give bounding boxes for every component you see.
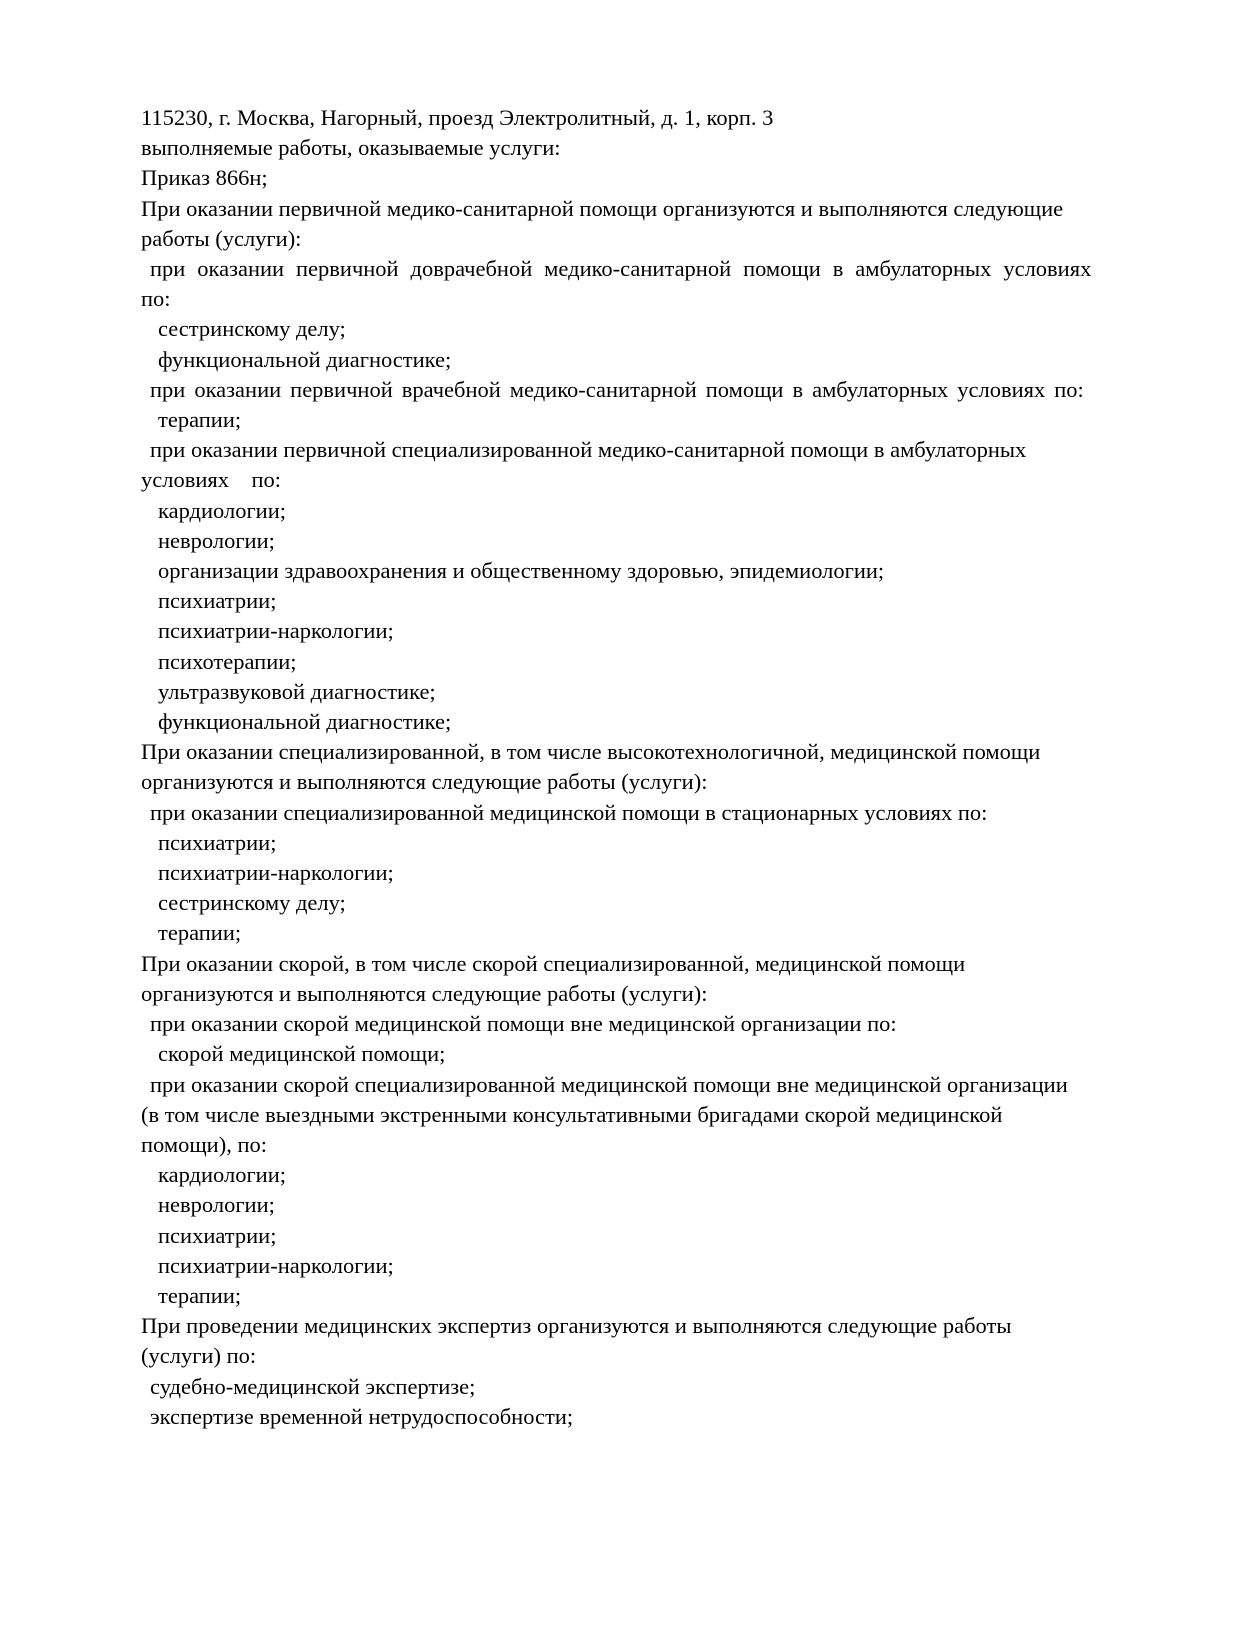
text-line: психиатрии; — [158, 588, 277, 614]
text-line: психиатрии-наркологии; — [158, 860, 394, 886]
text-line: функциональной диагностике; — [158, 709, 452, 735]
text-line: психиатрии-наркологии; — [158, 618, 394, 644]
text-line: При оказании скорой, в том числе скорой специализированной, медицинской помощи — [141, 950, 966, 976]
text-line: неврологии; — [158, 527, 275, 553]
text-line: 115230, г. Москва, Нагорный, проезд Электролитный, д. 1, корп. 3 — [141, 105, 774, 130]
text-line: работы (услуги): — [141, 225, 302, 251]
text-line: терапии; — [158, 1282, 242, 1308]
text-line: по: — [141, 286, 171, 312]
text-line: при оказании скорой специализированной медицинской помощи вне медицинской организации — [150, 1071, 1068, 1097]
text-line: судебно-медицинской экспертизе; — [150, 1373, 476, 1399]
text-line: психиатрии-наркологии; — [158, 1252, 394, 1278]
document-text — [141, 103, 1171, 1432]
text-line: сестринскому делу; — [158, 316, 346, 342]
text-line: выполняемые работы, оказываемые услуги: — [141, 135, 561, 161]
text-line: функциональной диагностике; — [158, 346, 452, 372]
text-line: при оказании первичной врачебной медико-санитарной помощи в амбулаторных условиях по: — [150, 376, 1084, 402]
text-line: неврологии; — [158, 1192, 275, 1218]
text-line: при оказании первичной специализированной медико-санитарной помощи в амбулаторных — [150, 437, 1027, 463]
text-line: условиях по: — [141, 467, 282, 493]
text-line: Приказ 866н; — [141, 165, 268, 191]
text-line: психотерапии; — [158, 648, 297, 674]
text-line: терапии; — [158, 407, 242, 433]
text-line: При оказании первичной медико-санитарной помощи организуются и выполняются следующие — [141, 195, 1064, 221]
text-line: при оказании специализированной медицинской помощи в стационарных условиях по: — [150, 799, 988, 825]
text-line: психиатрии; — [158, 1222, 277, 1248]
text-line: кардиологии; — [158, 497, 287, 523]
text-line: ультразвуковой диагностике; — [158, 678, 436, 704]
text-line: (в том числе выездными экстренными консультативными бригадами скорой медицинской — [141, 1101, 1003, 1127]
text-line: скорой медицинской помощи; — [158, 1041, 446, 1067]
text-line: организации здравоохранения и общественному здоровью, эпидемиологии; — [158, 558, 885, 584]
text-line: при оказании скорой медицинской помощи вне медицинской организации по: — [150, 1011, 897, 1037]
text-line: организуются и выполняются следующие работы (услуги): — [141, 980, 708, 1006]
text-line: (услуги) по: — [141, 1343, 257, 1369]
text-line: терапии; — [158, 920, 242, 946]
text-line: При проведении медицинских экспертиз организуются и выполняются следующие работы — [141, 1313, 1012, 1339]
text-line: При оказании специализированной, в том числе высокотехнологичной, медицинской помощи — [141, 739, 1041, 765]
text-line: экспертизе временной нетрудоспособности; — [150, 1403, 574, 1429]
text-line: организуются и выполняются следующие работы (услуги): — [141, 769, 708, 795]
text-line: сестринскому делу; — [158, 890, 346, 916]
text-line: при оказании первичной доврачебной медико-санитарной помощи в амбулаторных условиях — [150, 256, 1092, 282]
text-line: психиатрии; — [158, 829, 277, 855]
text-line: помощи), по: — [141, 1131, 268, 1157]
text-line: кардиологии; — [158, 1162, 287, 1188]
